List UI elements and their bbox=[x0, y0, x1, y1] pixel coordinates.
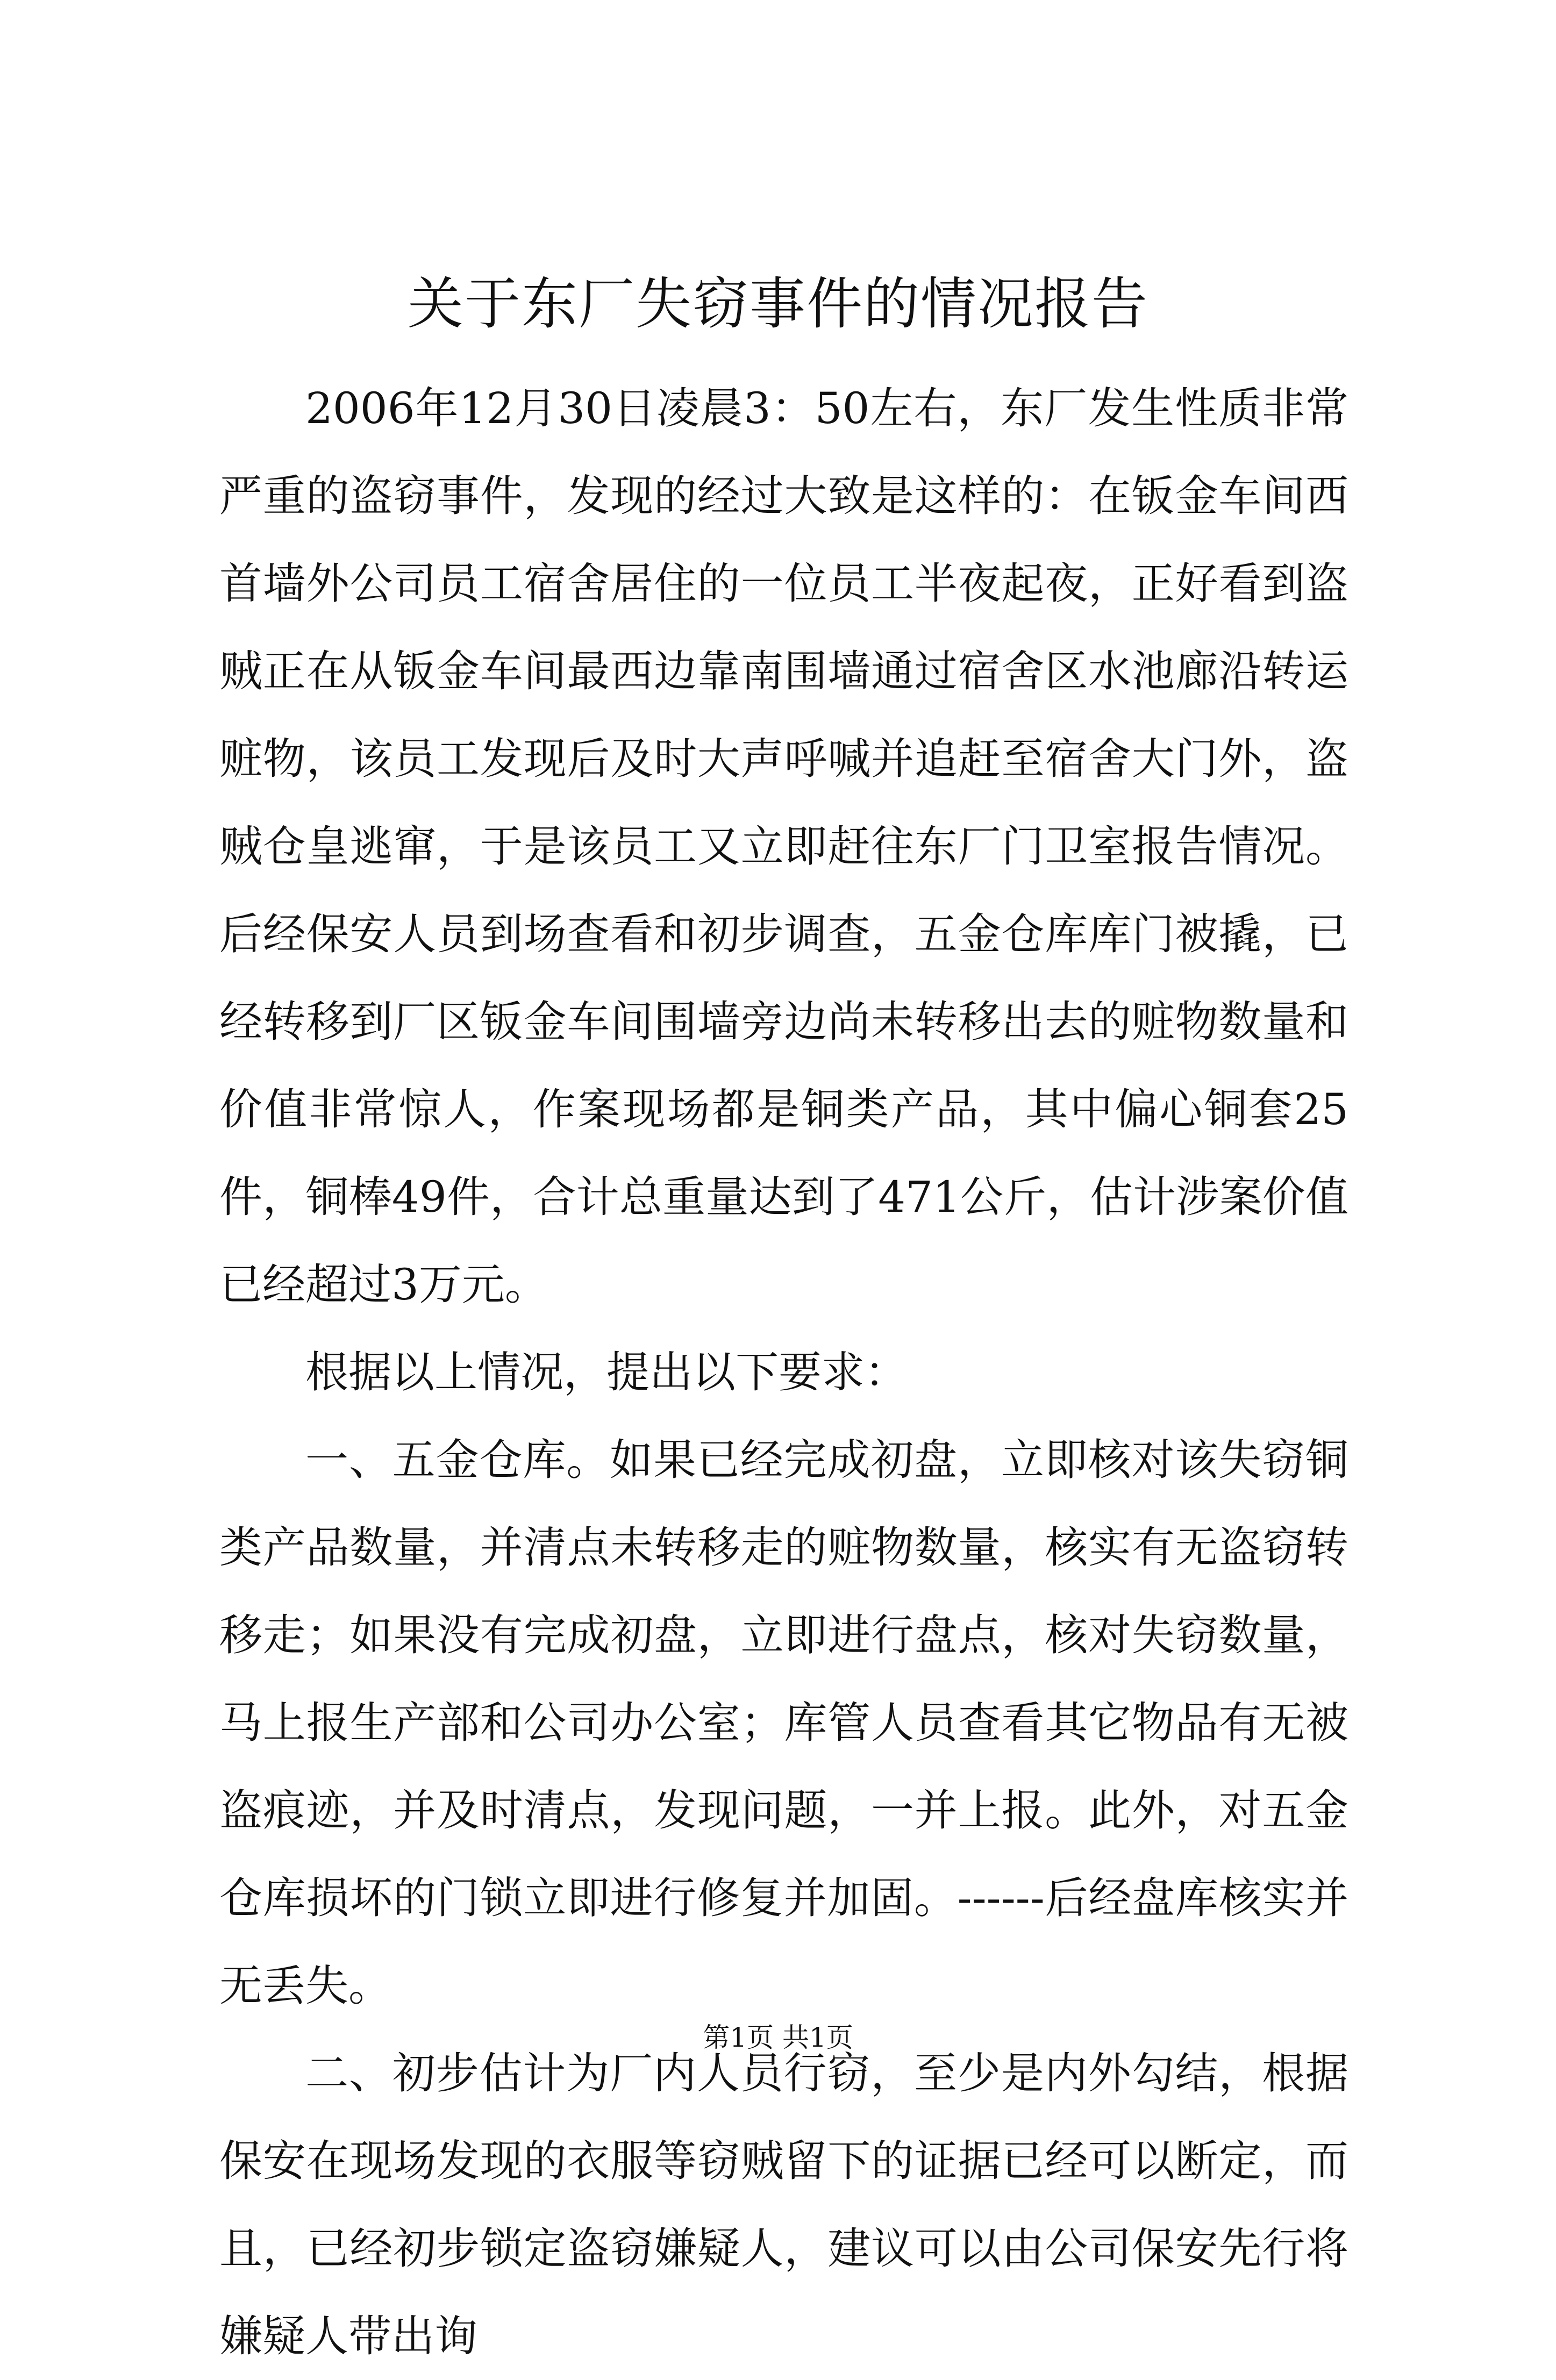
paragraph-incident: 2006年12月30日凌晨3：50左右，东厂发生性质非常严重的盗窃事件，发现的经过大致是这样的：在钣金车间西首墙外公司员工宿舍居住的一位员工半夜起夜，正好看到盗贼正在从钣金车间最西边靠南围墙通过宿舍区水池廊沿转运赃物，该员工发现后及时大声呼喊并追赶至宿舍大门外，盗贼仓皇逃窜，于是该员工又立即赶往东厂门卫室报告情况。后经保安人员到场查看和初步调查，五金仓库库门被撬，已经转移到厂区钣金车间围墙旁边尚未转移出去的赃物数量和价值非常惊人，作案现场都是铜类产品，其中偏心铜套25件，铜棒49件，合计总重量达到了471公斤，估计涉案价值已经超过3万元。 bbox=[219, 383, 1348, 1310]
document-title: 关于东厂失窃事件的情况报告 bbox=[407, 271, 1148, 337]
page-footer: 第1页 共1页 bbox=[703, 2022, 853, 2053]
paragraph-requirement-two: 二、初步估计为厂内人员行窃，至少是内外勾结，根据保安在现场发现的衣服等窃贼留下的证据已经可以断定，而且，已经初步锁定盗窃嫌疑人，建议可以由公司保安先行将嫌疑人带出询 bbox=[219, 2048, 1348, 2361]
document-body bbox=[219, 364, 1348, 2380]
paragraph-requirement-one: 一、五金仓库。如果已经完成初盘，立即核对该失窃铜类产品数量，并清点未转移走的赃物数量，核实有无盗窃转移走；如果没有完成初盘，立即进行盘点，核对失窃数量，马上报生产部和公司办公室；库管人员查看其它物品有无被盗痕迹，并及时清点，发现问题，一并上报。此外，对五金仓库损坏的门锁立即进行修复并加固。------后经盘库核实并无丢失。 bbox=[219, 1435, 1348, 2011]
paragraph-requirements-intro: 根据以上情况，提出以下要求： bbox=[305, 1347, 908, 1397]
